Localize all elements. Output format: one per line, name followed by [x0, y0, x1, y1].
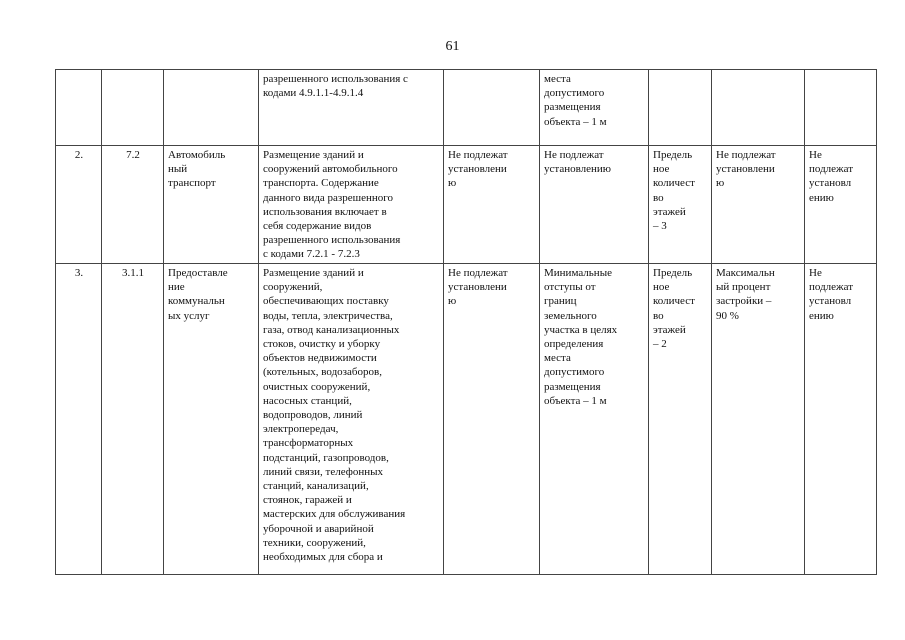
use-name-cell: Предоставле ние коммунальн ых услуг [164, 264, 259, 575]
use-code-cell: 3.1.1 [102, 264, 164, 575]
parameter-cell: Не подлежат установлени ю [444, 264, 540, 575]
use-description-cell: Размещение зданий и сооружений автомобильного транспорта. Содержание данного вида разрешенного использования включает в себя содержание видов разрешенного использования с кодами 7.2.1 - 7.2.3 [259, 146, 444, 264]
coverage-cell: Максимальн ый процент застройки – 90 % [712, 264, 805, 575]
restriction-cell: Не подлежат установл ению [805, 146, 877, 264]
use-code-cell: 7.2 [102, 146, 164, 264]
use-description-cell: разрешенного использования с кодами 4.9.1.1-4.9.1.4 [259, 70, 444, 146]
restriction-cell [805, 70, 877, 146]
use-name-cell [164, 70, 259, 146]
use-code-cell [102, 70, 164, 146]
setback-cell: Не подлежат установлению [540, 146, 649, 264]
parameter-cell [444, 70, 540, 146]
page-number: 61 [445, 39, 460, 54]
row-number-cell: 2. [56, 146, 102, 264]
restriction-cell: Не подлежат установл ению [805, 264, 877, 575]
table-row [56, 264, 877, 575]
setback-cell: Минимальные отступы от границ земельного участка в целях определения места допустимого размещения объекта – 1 м [540, 264, 649, 575]
land-use-regulations-table [55, 69, 877, 575]
use-name-cell: Автомобиль ный транспорт [164, 146, 259, 264]
row-number-cell [56, 70, 102, 146]
coverage-cell [712, 70, 805, 146]
coverage-cell: Не подлежат установлени ю [712, 146, 805, 264]
table-row [56, 146, 877, 264]
floors-cell: Предель ное количест во этажей – 3 [649, 146, 712, 264]
table-row [56, 70, 877, 146]
row-number-cell: 3. [56, 264, 102, 575]
parameter-cell: Не подлежат установлени ю [444, 146, 540, 264]
setback-cell: места допустимого размещения объекта – 1 м [540, 70, 649, 146]
floors-cell [649, 70, 712, 146]
floors-cell: Предель ное количест во этажей – 2 [649, 264, 712, 575]
use-description-cell: Размещение зданий и сооружений, обеспечивающих поставку воды, тепла, электричества, газа, отвод канализационных стоков, очистку и уборку объектов недвижимости (котельных, водозаборов, очистных сооружений, насосных станций, водопроводов, линий электропередач, трансформаторных подстанций, газопроводов, линий связи, телефонных станций, канализаций, стоянок, гаражей и мастерских для обслуживания уборочной и аварийной техники, сооружений, необходимых для сбора и [259, 264, 444, 575]
